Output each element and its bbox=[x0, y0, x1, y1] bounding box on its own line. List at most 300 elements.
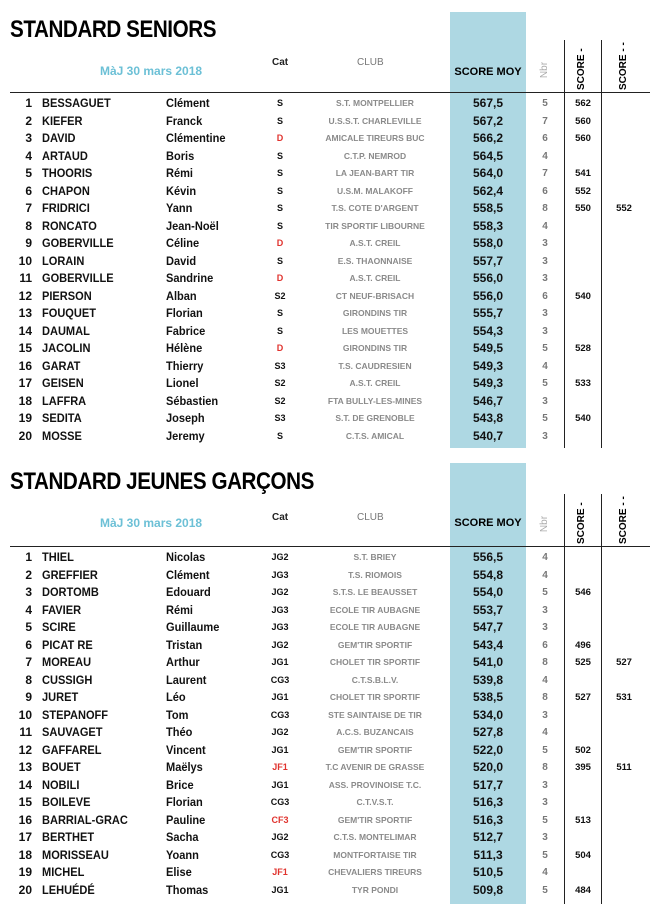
category-cell: JG1 bbox=[271, 657, 289, 667]
score-moy-cell: 564,5 bbox=[472, 148, 504, 163]
table-row bbox=[0, 689, 660, 707]
club-header: CLUB bbox=[357, 512, 384, 523]
nbr-cell: 5 bbox=[542, 884, 548, 896]
score1-cell: 504 bbox=[575, 849, 591, 861]
surname-cell: RONCATO bbox=[42, 218, 97, 233]
firstname-cell: Sacha bbox=[166, 830, 199, 844]
club-cell: CHOLET TIR SPORTIF bbox=[329, 657, 421, 667]
rank-cell: 16 bbox=[18, 812, 32, 827]
score-moy-cell: 554,8 bbox=[472, 567, 504, 582]
nbr-cell: 3 bbox=[542, 273, 548, 284]
firstname-cell: Jeremy bbox=[166, 428, 205, 443]
firstname-cell: Rémi bbox=[166, 166, 193, 180]
score-moy-cell: 543,8 bbox=[472, 411, 504, 425]
category-cell: S bbox=[276, 203, 283, 213]
score-moy-cell: 555,7 bbox=[472, 306, 504, 320]
surname-cell: LORAIN bbox=[42, 253, 85, 268]
score-moy-cell: 510,5 bbox=[472, 865, 504, 879]
surname-cell: JURET bbox=[42, 690, 79, 704]
nbr-cell: 3 bbox=[542, 622, 548, 633]
rank-cell: 15 bbox=[18, 341, 32, 355]
surname-cell: SEDITA bbox=[42, 411, 82, 425]
nbr-cell: 8 bbox=[542, 692, 548, 703]
category-cell: S bbox=[276, 308, 283, 318]
score-moy-cell: 556,5 bbox=[472, 550, 504, 564]
table-row bbox=[0, 812, 660, 830]
club-cell: S.T. DE GRENOBLE bbox=[335, 413, 415, 423]
nbr-cell: 3 bbox=[542, 709, 548, 721]
rank-cell: 15 bbox=[18, 795, 32, 809]
surname-cell: GEISEN bbox=[42, 376, 84, 390]
update-date: MàJ 30 mars 2018 bbox=[100, 516, 203, 530]
surname-cell: KIEFER bbox=[42, 113, 83, 128]
category-cell: JG1 bbox=[271, 744, 289, 755]
category-cell: S bbox=[276, 220, 283, 231]
nbr-cell: 8 bbox=[542, 203, 548, 214]
firstname-cell: Tristan bbox=[166, 637, 203, 652]
score1-cell: 395 bbox=[575, 762, 591, 773]
table-row bbox=[0, 724, 660, 742]
firstname-cell: Laurent bbox=[166, 672, 207, 687]
club-header: CLUB bbox=[357, 57, 384, 68]
nbr-cell: 4 bbox=[542, 552, 548, 563]
nbr-cell: 3 bbox=[542, 604, 548, 616]
score-moy-cell: 557,7 bbox=[472, 253, 504, 268]
score-moy-cell: 516,3 bbox=[472, 812, 504, 827]
firstname-cell: Edouard bbox=[166, 585, 211, 599]
category-cell: JG2 bbox=[271, 727, 289, 737]
rank-cell: 16 bbox=[18, 358, 32, 373]
rank-cell: 14 bbox=[18, 777, 32, 792]
nbr-cell: 3 bbox=[542, 430, 548, 442]
category-cell: S bbox=[276, 98, 283, 108]
rank-cell: 7 bbox=[25, 201, 32, 215]
firstname-cell: Elise bbox=[166, 865, 192, 879]
rank-cell: 5 bbox=[25, 620, 32, 634]
nbr-cell: 3 bbox=[542, 308, 548, 319]
category-cell: D bbox=[276, 273, 284, 283]
score-moy-cell: 562,4 bbox=[472, 183, 504, 198]
score-moy-cell: 556,0 bbox=[472, 288, 504, 303]
club-cell: CHOLET TIR SPORTIF bbox=[329, 692, 421, 702]
nbr-cell: 3 bbox=[542, 832, 548, 843]
firstname-cell: Fabrice bbox=[166, 323, 206, 338]
club-cell: STE SAINTAISE DE TIR bbox=[328, 709, 422, 720]
score-moy-cell: 554,0 bbox=[472, 585, 504, 599]
surname-cell: MORISSEAU bbox=[42, 847, 109, 862]
score1-cell: 540 bbox=[575, 290, 591, 302]
club-cell: ECOLE TIR AUBAGNE bbox=[329, 604, 421, 615]
score1-cell: 528 bbox=[575, 343, 591, 354]
rank-cell: 12 bbox=[18, 288, 32, 303]
category-cell: JG1 bbox=[271, 884, 289, 895]
surname-cell: FAVIER bbox=[42, 602, 82, 617]
surname-cell: MICHEL bbox=[42, 865, 85, 879]
score-moy-cell: 509,8 bbox=[472, 882, 504, 897]
score1-cell: 562 bbox=[575, 98, 591, 109]
rank-cell: 1 bbox=[25, 96, 32, 110]
nbr-cell: 8 bbox=[542, 762, 548, 773]
table-row bbox=[0, 882, 660, 900]
category-cell: JG2 bbox=[271, 552, 289, 562]
rank-cell: 1 bbox=[25, 550, 32, 564]
score-moy-cell: 534,0 bbox=[472, 707, 504, 722]
category-cell: S bbox=[276, 115, 283, 126]
nbr-cell: 5 bbox=[542, 378, 548, 389]
score1-cell: 560 bbox=[575, 115, 591, 127]
rank-cell: 4 bbox=[25, 148, 32, 163]
table-row bbox=[0, 707, 660, 725]
category-cell: S2 bbox=[274, 290, 286, 301]
score-moy-cell: 512,7 bbox=[472, 830, 504, 844]
nbr-cell: 6 bbox=[542, 639, 548, 651]
category-cell: CG3 bbox=[270, 709, 290, 720]
firstname-cell: Clément bbox=[166, 567, 210, 582]
club-cell: S.T. MONTPELLIER bbox=[336, 98, 414, 108]
cat-header: Cat bbox=[272, 512, 289, 523]
table-row bbox=[0, 777, 660, 795]
category-cell: CG3 bbox=[270, 674, 290, 685]
firstname-cell: Florian bbox=[166, 306, 203, 320]
score1-header: SCORE - bbox=[576, 48, 587, 90]
firstname-cell: Clémentine bbox=[166, 131, 226, 145]
score1-cell: 484 bbox=[575, 884, 591, 896]
category-cell: S3 bbox=[274, 413, 286, 423]
score-moy-cell: 546,7 bbox=[472, 393, 504, 408]
score-moy-cell: 564,0 bbox=[472, 166, 504, 180]
firstname-cell: Thierry bbox=[166, 358, 204, 373]
score-moy-cell: 538,5 bbox=[472, 690, 504, 704]
club-cell: AMICALE TIREURS BUC bbox=[325, 133, 425, 143]
surname-cell: BOILEVE bbox=[42, 795, 91, 809]
nbr-cell: 7 bbox=[542, 115, 548, 127]
firstname-cell: Florian bbox=[166, 795, 203, 809]
score-moy-cell: 558,5 bbox=[472, 201, 504, 215]
firstname-cell: Léo bbox=[166, 690, 186, 704]
firstname-cell: Franck bbox=[166, 113, 203, 128]
nbr-cell: 5 bbox=[542, 849, 548, 861]
score1-cell: 541 bbox=[575, 168, 591, 179]
firstname-cell: Hélène bbox=[166, 341, 203, 355]
cat-header: Cat bbox=[272, 57, 289, 68]
rank-cell: 9 bbox=[25, 690, 32, 704]
surname-cell: DORTOMB bbox=[42, 585, 99, 599]
rank-cell: 6 bbox=[25, 183, 32, 198]
header-divider bbox=[10, 546, 650, 547]
surname-cell: BARRIAL-GRAC bbox=[42, 812, 128, 827]
nbr-cell: 5 bbox=[542, 98, 548, 109]
category-cell: S bbox=[276, 430, 283, 441]
score-moy-cell: 549,5 bbox=[472, 341, 504, 355]
surname-cell: BOUET bbox=[42, 760, 81, 774]
firstname-cell: Lionel bbox=[166, 376, 199, 390]
table-row bbox=[0, 847, 660, 865]
rank-cell: 8 bbox=[25, 672, 32, 687]
score1-header: SCORE - bbox=[576, 502, 587, 544]
category-cell: JG3 bbox=[271, 622, 289, 632]
nbr-cell: 7 bbox=[542, 168, 548, 179]
surname-cell: JACOLIN bbox=[42, 341, 91, 355]
club-cell: E.S. THAONNAISE bbox=[337, 255, 413, 266]
category-cell: JG2 bbox=[271, 639, 289, 650]
category-cell: JG1 bbox=[271, 779, 289, 790]
score2-cell: 552 bbox=[616, 203, 632, 214]
club-cell: A.C.S. BUZANCAIS bbox=[336, 727, 414, 737]
category-cell: S2 bbox=[274, 395, 286, 406]
score-moy-cell: 527,8 bbox=[472, 725, 504, 739]
club-cell: C.T.V.S.T. bbox=[356, 797, 394, 807]
surname-cell: FOUQUET bbox=[42, 306, 96, 320]
category-cell: JG2 bbox=[271, 832, 289, 842]
surname-cell: LEHUÉDÉ bbox=[42, 882, 95, 897]
score1-cell: 513 bbox=[575, 814, 591, 826]
score2-cell: 527 bbox=[616, 657, 632, 668]
score1-cell: 540 bbox=[575, 413, 591, 424]
rank-cell: 2 bbox=[25, 567, 32, 582]
club-cell: TYR PONDI bbox=[351, 884, 399, 895]
table-row bbox=[0, 794, 660, 812]
firstname-cell: Yann bbox=[166, 201, 193, 215]
club-cell: C.T.S. AMICAL bbox=[345, 430, 405, 441]
surname-cell: THOORIS bbox=[42, 166, 93, 180]
firstname-cell: Alban bbox=[166, 288, 197, 303]
score1-cell: 560 bbox=[575, 133, 591, 144]
table-row bbox=[0, 567, 660, 585]
score-moy-cell: 556,0 bbox=[472, 271, 504, 285]
club-cell: FTA BULLY-LES-MINES bbox=[327, 395, 423, 406]
nbr-cell: 3 bbox=[542, 255, 548, 267]
rank-cell: 19 bbox=[18, 411, 32, 425]
firstname-cell: Nicolas bbox=[166, 550, 206, 564]
firstname-cell: Guillaume bbox=[166, 620, 220, 634]
table-row bbox=[0, 829, 660, 847]
table-row bbox=[0, 549, 660, 567]
rank-cell: 5 bbox=[25, 166, 32, 180]
club-cell: U.S.M. MALAKOFF bbox=[336, 185, 414, 196]
club-cell: LA JEAN-BART TIR bbox=[335, 168, 415, 178]
club-cell: T.S. CAUDRESIEN bbox=[338, 360, 412, 371]
firstname-cell: Vincent bbox=[166, 742, 206, 757]
score-moy-cell: 567,2 bbox=[472, 113, 504, 128]
score-moy-cell: 549,3 bbox=[472, 358, 504, 373]
score-moy-cell: 567,5 bbox=[472, 96, 504, 110]
club-cell: S.T.S. LE BEAUSSET bbox=[332, 587, 418, 597]
score1-cell: 527 bbox=[575, 692, 591, 703]
score-moy-cell: 522,0 bbox=[472, 742, 504, 757]
nbr-cell: 3 bbox=[542, 779, 548, 791]
surname-cell: LAFFRA bbox=[42, 393, 87, 408]
firstname-cell: Yoann bbox=[166, 847, 199, 862]
firstname-cell: Thomas bbox=[166, 882, 209, 897]
firstname-cell: David bbox=[166, 253, 197, 268]
score-moy-cell: 553,7 bbox=[472, 602, 504, 617]
score-moy-cell: 547,7 bbox=[472, 620, 504, 634]
table-row bbox=[0, 602, 660, 620]
surname-cell: GOBERVILLE bbox=[42, 271, 114, 285]
score2-cell: 511 bbox=[616, 762, 632, 773]
score-moy-header: SCORE MOY bbox=[454, 66, 522, 78]
club-cell: CHEVALIERS TIREURS bbox=[328, 867, 422, 877]
rank-cell: 7 bbox=[25, 655, 32, 669]
rank-cell: 18 bbox=[18, 847, 32, 862]
nbr-cell: 5 bbox=[542, 343, 548, 354]
table-row bbox=[0, 584, 660, 602]
nbr-cell: 4 bbox=[542, 220, 548, 232]
nbr-cell: 5 bbox=[542, 744, 548, 756]
club-cell: T.S. COTE D'ARGENT bbox=[331, 203, 419, 213]
nbr-cell: 6 bbox=[542, 290, 548, 302]
club-cell: S.T. BRIEY bbox=[353, 552, 397, 562]
surname-cell: ARTAUD bbox=[42, 148, 88, 163]
surname-cell: MOREAU bbox=[42, 655, 92, 669]
nbr-cell: 5 bbox=[542, 413, 548, 424]
surname-cell: THIEL bbox=[42, 550, 74, 564]
surname-cell: SAUVAGET bbox=[42, 725, 103, 739]
firstname-cell: Clément bbox=[166, 96, 210, 110]
rank-cell: 10 bbox=[18, 707, 32, 722]
table-row bbox=[0, 742, 660, 760]
firstname-cell: Boris bbox=[166, 148, 195, 163]
nbr-cell: 3 bbox=[542, 238, 548, 249]
score2-header: SCORE - - bbox=[618, 42, 629, 90]
nbr-cell: 4 bbox=[542, 727, 548, 738]
section-title: STANDARD SENIORS bbox=[10, 16, 217, 43]
rank-cell: 3 bbox=[25, 131, 32, 145]
rank-cell: 10 bbox=[18, 253, 32, 268]
score-moy-cell: 543,4 bbox=[472, 637, 504, 652]
rank-cell: 19 bbox=[18, 865, 32, 879]
nbr-cell: 4 bbox=[542, 360, 548, 372]
firstname-cell: Sandrine bbox=[166, 271, 214, 285]
firstname-cell: Théo bbox=[166, 725, 193, 739]
firstname-cell: Brice bbox=[166, 777, 194, 792]
club-cell: MONTFORTAISE TIR bbox=[333, 849, 417, 860]
firstname-cell: Jean-Noël bbox=[166, 218, 219, 233]
surname-cell: PIERSON bbox=[42, 288, 92, 303]
table-row bbox=[0, 619, 660, 637]
nbr-cell: 5 bbox=[542, 814, 548, 826]
surname-cell: GREFFIER bbox=[42, 567, 98, 582]
score-moy-cell: 540,7 bbox=[472, 428, 504, 443]
rank-cell: 20 bbox=[18, 882, 32, 897]
surname-cell: GARAT bbox=[42, 358, 81, 373]
category-cell: JG3 bbox=[271, 569, 289, 580]
nbr-cell: 4 bbox=[542, 674, 548, 686]
club-cell: T.C AVENIR DE GRASSE bbox=[325, 762, 425, 772]
category-cell: S bbox=[276, 255, 283, 266]
club-cell: ASS. PROVINOISE T.C. bbox=[328, 779, 422, 790]
firstname-cell: Sébastien bbox=[166, 393, 219, 408]
category-cell: S bbox=[276, 325, 283, 336]
firstname-cell: Pauline bbox=[166, 812, 206, 827]
category-cell: S bbox=[276, 185, 283, 196]
nbr-cell: 3 bbox=[542, 325, 548, 337]
category-cell: S3 bbox=[274, 360, 286, 371]
rank-cell: 13 bbox=[18, 306, 32, 320]
club-cell: GIRONDINS TIR bbox=[342, 343, 408, 353]
surname-cell: GAFFAREL bbox=[42, 742, 102, 757]
nbr-cell: 4 bbox=[542, 569, 548, 581]
score-moy-cell: 549,3 bbox=[472, 376, 504, 390]
surname-cell: DAUMAL bbox=[42, 323, 90, 338]
rank-cell: 17 bbox=[18, 830, 32, 844]
score1-cell: 496 bbox=[575, 639, 591, 651]
category-cell: CG3 bbox=[270, 849, 290, 860]
score-moy-cell: 516,3 bbox=[472, 795, 504, 809]
nbr-cell: 3 bbox=[542, 395, 548, 407]
rank-cell: 9 bbox=[25, 236, 32, 250]
surname-cell: BESSAGUET bbox=[42, 96, 111, 110]
firstname-cell: Rémi bbox=[166, 602, 193, 617]
nbr-cell: 6 bbox=[542, 133, 548, 144]
category-cell: JF1 bbox=[272, 762, 288, 772]
surname-cell: BERTHET bbox=[42, 830, 95, 844]
nbr-header: Nbr bbox=[539, 61, 550, 79]
rank-cell: 17 bbox=[18, 376, 32, 390]
surname-cell: FRIDRICI bbox=[42, 201, 90, 215]
rank-cell: 14 bbox=[18, 323, 32, 338]
club-cell: TIR SPORTIF LIBOURNE bbox=[325, 220, 425, 231]
firstname-cell: Joseph bbox=[166, 411, 205, 425]
rank-cell: 4 bbox=[25, 602, 32, 617]
score-moy-cell: 541,0 bbox=[472, 655, 504, 669]
rank-cell: 12 bbox=[18, 742, 32, 757]
rank-cell: 8 bbox=[25, 218, 32, 233]
club-cell: LES MOUETTES bbox=[341, 325, 409, 336]
score-moy-cell: 566,2 bbox=[472, 131, 504, 145]
nbr-cell: 4 bbox=[542, 867, 548, 878]
score1-cell: 552 bbox=[575, 185, 591, 197]
club-cell: U.S.S.T. CHARLEVILLE bbox=[328, 115, 422, 126]
club-cell: GIRONDINS TIR bbox=[342, 308, 408, 318]
category-cell: S bbox=[276, 150, 283, 161]
score1-cell: 502 bbox=[575, 744, 591, 756]
score-moy-cell: 520,0 bbox=[472, 760, 504, 774]
club-cell: GEM'TIR SPORTIF bbox=[337, 639, 413, 650]
rank-cell: 3 bbox=[25, 585, 32, 599]
rank-cell: 2 bbox=[25, 113, 32, 128]
score2-header: SCORE - - bbox=[618, 496, 629, 544]
rank-cell: 13 bbox=[18, 760, 32, 774]
club-cell: A.S.T. CREIL bbox=[349, 238, 401, 248]
rank-cell: 20 bbox=[18, 428, 32, 443]
club-cell: GEM'TIR SPORTIF bbox=[337, 744, 413, 755]
category-cell: JG2 bbox=[271, 587, 289, 597]
table-row bbox=[0, 654, 660, 672]
firstname-cell: Céline bbox=[166, 236, 200, 250]
rank-cell: 11 bbox=[19, 271, 32, 285]
nbr-cell: 3 bbox=[542, 797, 548, 808]
score2-cell: 531 bbox=[616, 692, 632, 703]
club-cell: ECOLE TIR AUBAGNE bbox=[329, 622, 421, 632]
table-row bbox=[0, 637, 660, 655]
surname-cell: DAVID bbox=[42, 131, 76, 145]
firstname-cell: Tom bbox=[166, 707, 189, 722]
category-cell: JG3 bbox=[271, 604, 289, 615]
surname-cell: NOBILI bbox=[42, 777, 80, 792]
section-title: STANDARD JEUNES GARÇONS bbox=[10, 468, 314, 495]
club-cell: T.S. RIOMOIS bbox=[348, 569, 402, 580]
firstname-cell: Kévin bbox=[166, 183, 197, 198]
category-cell: JG1 bbox=[271, 692, 289, 702]
category-cell: S2 bbox=[274, 378, 286, 388]
surname-cell: MOSSE bbox=[42, 428, 82, 443]
category-cell: D bbox=[276, 238, 284, 248]
score-moy-cell: 511,3 bbox=[473, 847, 503, 862]
firstname-cell: Arthur bbox=[166, 655, 200, 669]
club-cell: A.S.T. CREIL bbox=[349, 273, 401, 283]
score-moy-cell: 558,3 bbox=[472, 218, 504, 233]
